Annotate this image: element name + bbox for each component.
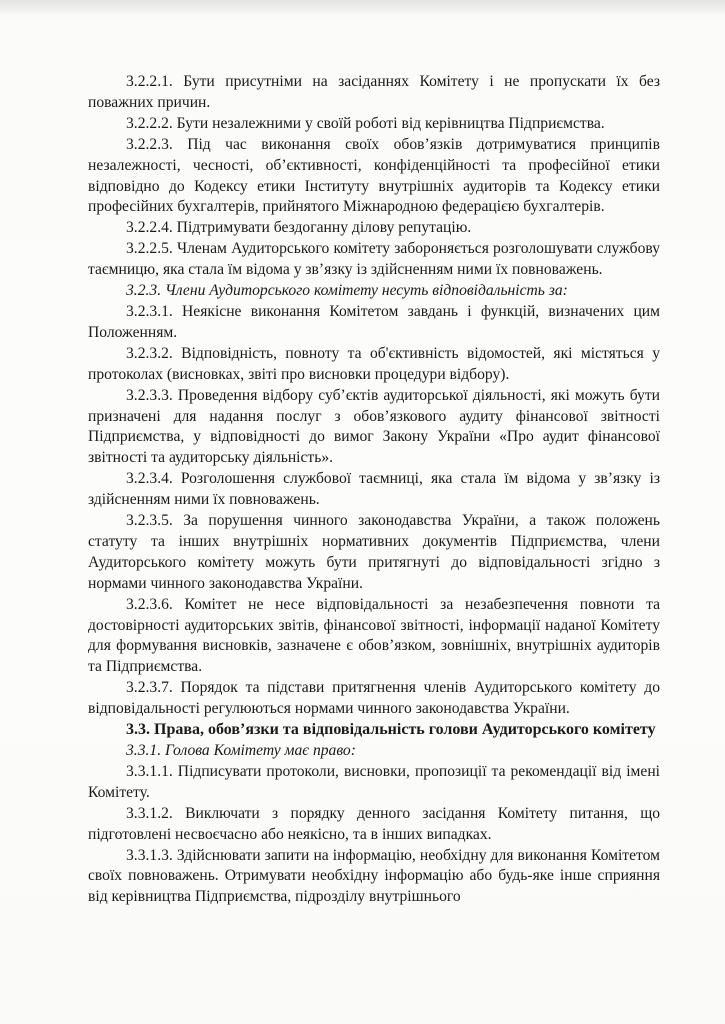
paragraph-3-2-2-5: 3.2.2.5. Членам Аудиторського комітету забороняється розголошувати службову таємницю, яка стала їм відома у зв’язку із здійсненням ними їх повноважень. (88, 240, 660, 279)
paragraph-3-2-3-3: 3.2.3.3. Проведення відбору суб’єктів аудиторської діяльності, які можуть бути призначені для надання послуг з обов’язкового аудиту фінансової звітності Підприємства, у відповідності до вимог Закону України «Про аудит фінансової звітності та аудиторську діяльність». (88, 386, 660, 467)
paragraph-3-2-3-1: 3.2.3.1. Неякісне виконання Комітетом завдань і функцій, визначених цим Положенням. (88, 302, 660, 341)
subheading-3-3-1: 3.3.1. Голова Комітету має право: (126, 742, 356, 759)
document-body (88, 72, 660, 908)
paragraph-3-2-3-7: 3.2.3.7. Порядок та підстави притягнення членів Аудиторського комітету до відповідальності регулюються нормами чинного законодавства України. (88, 679, 660, 718)
paragraph-3-2-2-1: 3.2.2.1. Бути присутніми на засіданнях Комітету і не пропускати їх без поважних причин. (88, 73, 660, 111)
paragraph-3-2-3-2: 3.2.3.2. Відповідність, повноту та об'єктивність відомостей, які містяться у протоколах (висновках, звіті про висновки процедури відбору). (88, 344, 660, 383)
paragraph-3-3-1-3: 3.3.1.3. Здійснювати запити на інформацію, необхідну для виконання Комітетом своїх повноважень. Отримувати необхідну інформацію або будь-яке інше сприяння від керівництва Підприємства, підрозділу внутрішнього (88, 846, 660, 906)
scan-top-edge (0, 0, 725, 14)
paragraph-3-2-2-2: 3.2.2.2. Бути незалежними у своїй роботі від керівництва Підприємства. (126, 114, 605, 132)
paragraph-3-2-2-3: 3.2.2.3. Під час виконання своїх обов’язків дотримуватися принципів незалежності, чесності, об’єктивності, конфіденційності та професійної етики відповідно до Кодексу етики Інституту внутрішніх аудиторів та Кодексу етики професійних бухгалтерів, прийнятого Міжнародною федерацією бухгалтерів. (88, 135, 660, 216)
paragraph-3-2-3-4: 3.2.3.4. Розголошення службової таємниці, яка стала їм відома у зв’язку із здійсненням ними їх повноважень. (88, 470, 660, 509)
subheading-3-2-3: 3.2.3. Члени Аудиторського комітету несуть відповідальність за: (126, 282, 568, 300)
paragraph-3-2-2-4: 3.2.2.4. Підтримувати бездоганну ділову репутацію. (126, 219, 472, 237)
paragraph-3-3-1-1: 3.3.1.1. Підписувати протоколи, висновки, пропозиції та рекомендації від імені Комітету. (88, 762, 660, 801)
section-heading-3-3: 3.3. Права, обов’язки та відповідальність голови Аудиторського комітету (126, 721, 656, 739)
paragraph-3-2-3-5: 3.2.3.5. За порушення чинного законодавства України, а також положень статуту та інших внутрішніх нормативних документів Підприємства, члени Аудиторського комітету можуть бути притягнуті до відповідальності згідно з нормами чинного законодавства України. (88, 512, 660, 592)
paragraph-3-2-3-6: 3.2.3.6. Комітет не несе відповідальності за незабезпечення повноти та достовірності аудиторських звітів, фінансової звітності, інформації наданої Комітету для формування висновків, зазначене є обов’язком, зовнішніх, внутрішніх аудиторів та Підприємства. (88, 595, 660, 676)
paragraph-3-3-1-2: 3.3.1.2. Виключати з порядку денного засідання Комітету питання, що підготовлені несвоєчасно або неякісно, та в інших випадках. (88, 804, 660, 843)
